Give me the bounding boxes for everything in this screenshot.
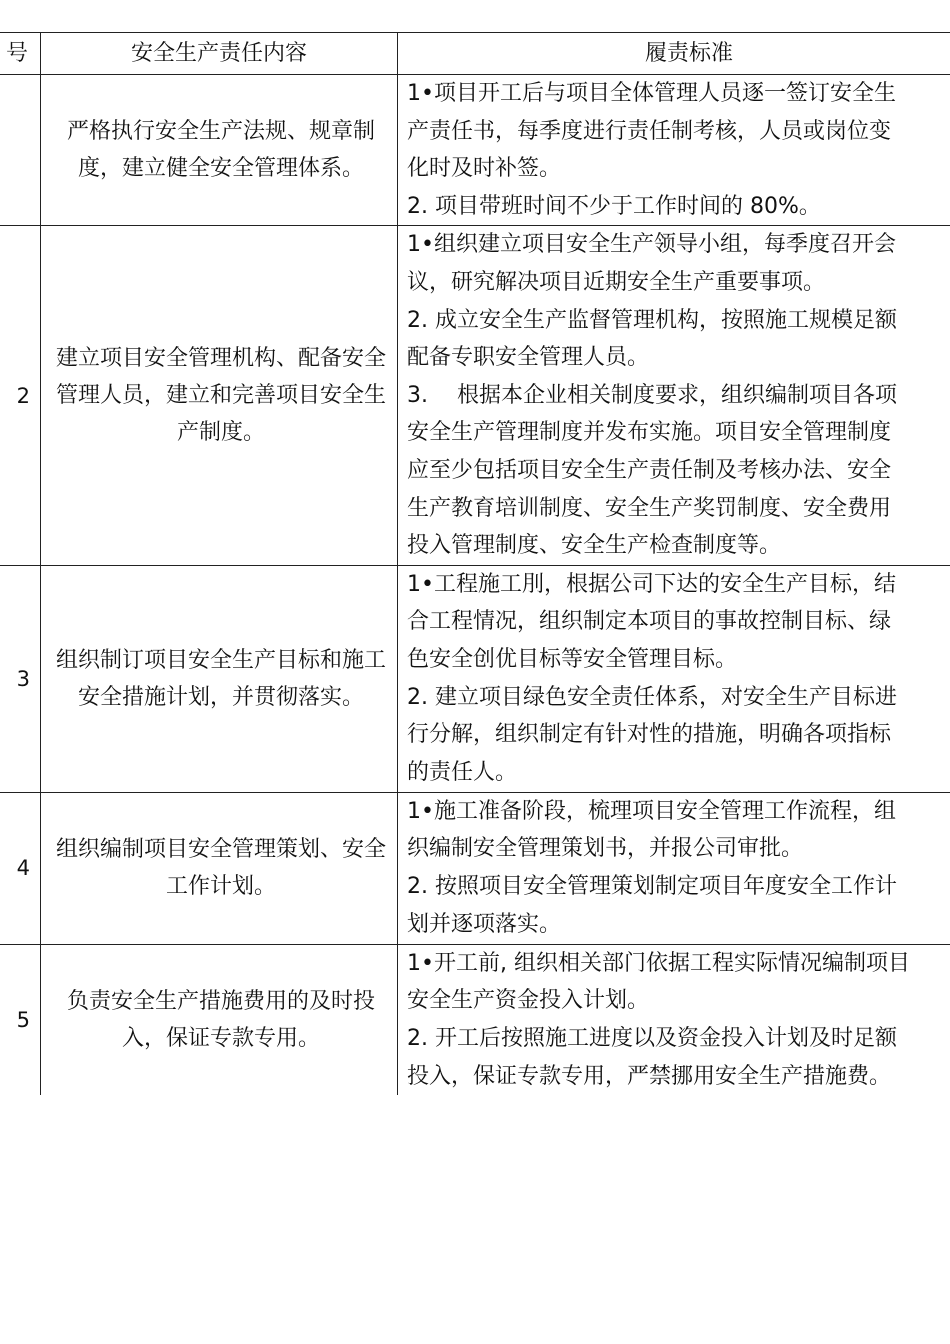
row-standard: [398, 75, 950, 226]
table-row: [0, 226, 950, 565]
standard-line: 议，研究解决项目近期安全生产重要事项。: [407, 269, 826, 295]
standard-line: 色安全创优目标等安全管理目标。: [407, 646, 738, 672]
row-number: [0, 75, 41, 226]
row-content: 严格执行安全生产法规、规章制度，建立健全安全管理体系。: [41, 75, 398, 226]
header-row: [0, 33, 950, 75]
standard-line: 的责任人。: [407, 759, 518, 785]
row-number: 3: [0, 565, 41, 792]
standard-line: 安全生产资金投入计划。: [407, 988, 650, 1014]
row-standard: [398, 226, 950, 565]
standard-line: 配备专职安全管理人员。: [407, 345, 650, 371]
standard-line: 1•施工准备阶段，梳理项目安全管理工作流程，组: [407, 798, 896, 824]
standard-line: 投入，保证专款专用，严禁挪用安全生产措施费。: [407, 1063, 892, 1089]
standard-line: 1•项目开工后与项目全体管理人员逐一签订安全生: [407, 81, 896, 106]
table-row: [0, 792, 950, 944]
standard-line: 织编制安全管理策划书，并报公司审批。: [407, 836, 804, 862]
row-content: 建立项目安全管理机构、配备安全管理人员，建立和完善项目安全生产制度。: [41, 226, 398, 565]
standard-line: 投入管理制度、安全生产检查制度等。: [407, 533, 782, 559]
standard-line: 1•开工前, 组织相关部门依据工程实际情况编制项目: [407, 950, 910, 976]
row-content: 组织编制项目安全管理策划、安全工作计划。: [41, 792, 398, 944]
table-row: [0, 944, 950, 1095]
standard-line: 1•工程施工刖，根据公司下达的安全生产目标，结: [407, 571, 896, 597]
standard-line: 1•组织建立项目安全生产领导小组，每季度召开会: [407, 232, 896, 258]
row-content: 负责安全生产措施费用的及时投入，保证专款专用。: [41, 944, 398, 1095]
row-number: 4: [0, 792, 41, 944]
row-content: 组织制订项目安全生产目标和施工安全措施计划，并贯彻落实。: [41, 565, 398, 792]
standard-line: 划并逐项落实。: [407, 911, 562, 937]
header-standard: 履责标准: [398, 33, 950, 75]
row-standard: [398, 944, 950, 1095]
row-number: 2: [0, 226, 41, 565]
standard-line: 安全生产管理制度并发布实施。项目安全管理制度: [407, 420, 892, 446]
responsibility-table: [0, 32, 950, 1095]
standard-line: 行分解，组织制定有针对性的措施，明确各项指标: [407, 722, 892, 748]
row-standard: [398, 792, 950, 944]
table-row: [0, 565, 950, 792]
standard-line: 化时及时补签。: [407, 156, 562, 182]
table-row: [0, 75, 950, 226]
standard-line: 2. 项目带班时间不少于工作时间的 80%。: [407, 193, 821, 219]
standard-line: 2. 开工后按照施工进度以及资金投入计划及时足额: [407, 1025, 897, 1051]
header-content: 安全生产责任内容: [41, 33, 398, 75]
standard-line: 2. 按照项目安全管理策划制定项目年度安全工作计: [407, 873, 897, 899]
standard-line: 应至少包括项目安全生产责任制及考核办法、安全: [407, 457, 892, 483]
standard-line: 3. 根据本企业相关制度要求，组织编制项目各项: [407, 382, 897, 408]
standard-line: 合工程情况，组织制定本项目的事故控制目标、绿: [407, 609, 892, 635]
standard-line: 2. 成立安全生产监督管理机构，按照施工规模足额: [407, 307, 897, 333]
standard-line: 生产教育培训制度、安全生产奖罚制度、安全费用: [407, 495, 892, 521]
standard-line: 产责任书，每季度进行责任制考核，人员或岗位变: [407, 118, 892, 144]
row-number: 5: [0, 944, 41, 1095]
responsibility-sheet: [0, 32, 950, 1087]
header-number: 号: [0, 33, 41, 75]
row-standard: [398, 565, 950, 792]
standard-line: 2. 建立项目绿色安全责任体系，对安全生产目标进: [407, 684, 897, 710]
